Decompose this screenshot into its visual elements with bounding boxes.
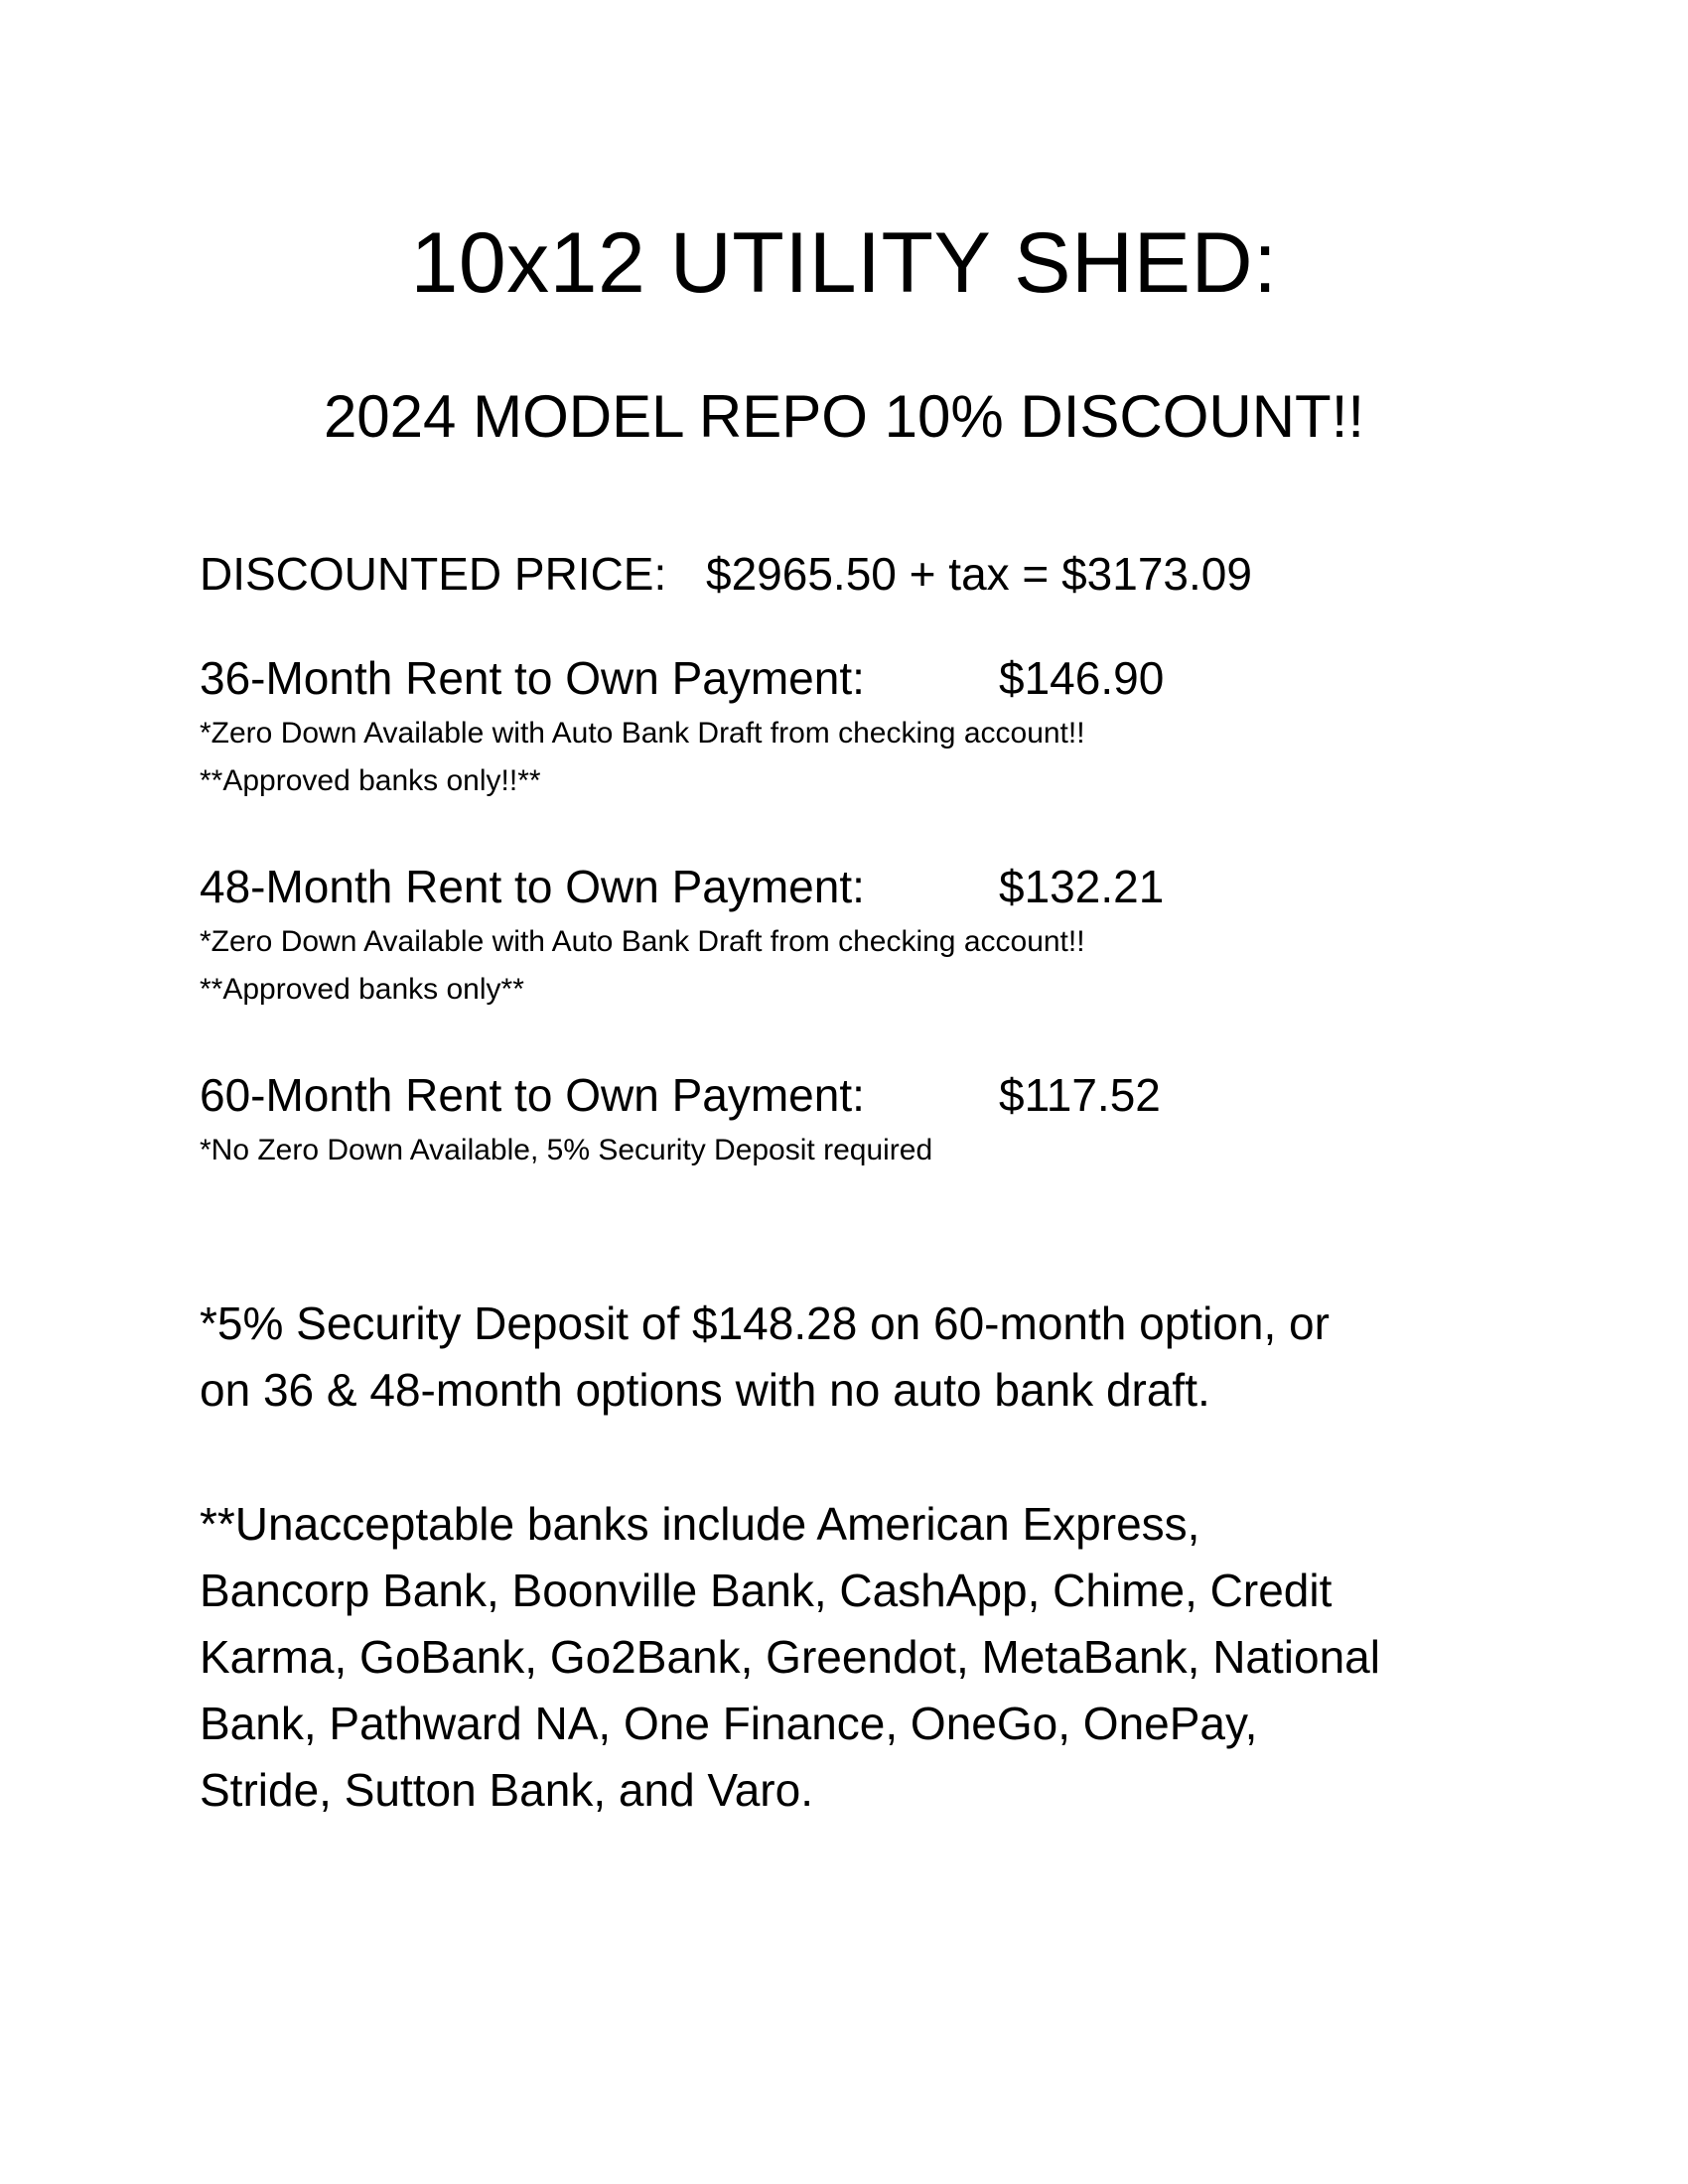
payment-option-value: $117.52 (999, 1069, 1161, 1121)
discounted-price-row (200, 548, 1252, 600)
discounted-price-label: DISCOUNTED PRICE: (200, 548, 667, 600)
payment-option-48-row (200, 861, 1165, 912)
page-subtitle: 2024 MODEL REPO 10% DISCOUNT!! (323, 383, 1365, 450)
banks-note-line: Stride, Sutton Bank, and Varo. (200, 1764, 813, 1816)
payment-option-note: *Zero Down Available with Auto Bank Draft from checking account!! (200, 717, 1085, 750)
payment-option-label: 36-Month Rent to Own Payment: (200, 652, 865, 704)
banks-note-line: Bank, Pathward NA, One Finance, OneGo, OnePay, (200, 1698, 1258, 1749)
deposit-note-line: *5% Security Deposit of $148.28 on 60-month option, or (200, 1297, 1330, 1349)
page-title: 10x12 UTILITY SHED: (410, 215, 1278, 311)
banks-note-line: **Unacceptable banks include American Express, (200, 1498, 1200, 1550)
payment-option-note: *No Zero Down Available, 5% Security Deposit required (200, 1134, 933, 1166)
payment-option-note: **Approved banks only** (200, 973, 524, 1006)
payment-option-note: **Approved banks only!!** (200, 764, 541, 797)
payment-option-value: $132.21 (999, 861, 1165, 912)
payment-option-36-row (200, 652, 1165, 704)
banks-note-line: Bancorp Bank, Boonville Bank, CashApp, Chime, Credit (200, 1565, 1333, 1616)
discounted-price-value: $2965.50 + tax = $3173.09 (706, 548, 1252, 600)
deposit-note-line: on 36 & 48-month options with no auto bank draft. (200, 1364, 1210, 1416)
banks-note-line: Karma, GoBank, Go2Bank, Greendot, MetaBank, National (200, 1631, 1380, 1683)
payment-option-label: 48-Month Rent to Own Payment: (200, 861, 865, 912)
payment-option-note: *Zero Down Available with Auto Bank Draft from checking account!! (200, 925, 1085, 958)
payment-option-value: $146.90 (999, 652, 1165, 704)
payment-option-label: 60-Month Rent to Own Payment: (200, 1069, 865, 1121)
payment-option-60-row (200, 1069, 1161, 1121)
